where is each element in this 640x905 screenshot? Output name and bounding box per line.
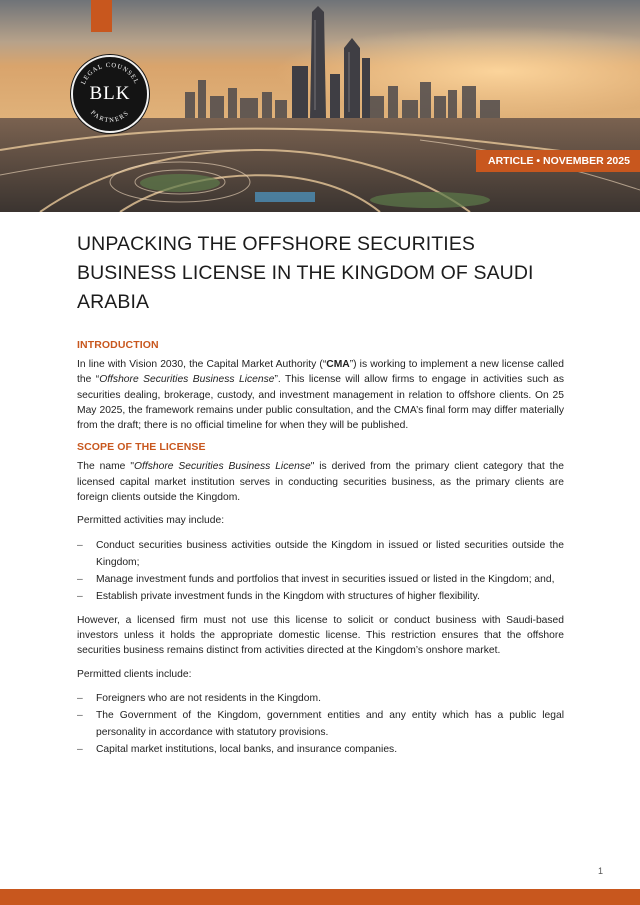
svg-text:LEGAL COUNSEL: LEGAL COUNSEL	[79, 61, 141, 86]
article-body	[77, 230, 564, 766]
scope-paragraph: The name "Offshore Securities Business License" is derived from the primary client category that the licensed capital market institution serves in conducting securities business, as the primary clients are foreign clients outside the Kingdom.	[77, 461, 564, 504]
bullet-dash: –	[77, 709, 83, 721]
bullet-dash: –	[77, 743, 83, 755]
activities-list	[77, 537, 564, 605]
page-title: UNPACKING THE OFFSHORE SECURITIES BUSINESS LICENSE IN THE KINGDOM OF SAUDI ARABIA	[77, 233, 534, 313]
hero-banner	[0, 0, 640, 212]
clients-list	[77, 690, 564, 758]
list-item: – Manage investment funds and portfolios that invest in securities issued or listed in the Kingdom; and,	[77, 571, 564, 588]
list-item: – Conduct securities business activities outside the Kingdom in issued or listed securities outside the Kingdom;	[77, 537, 564, 571]
bullet-dash: –	[77, 590, 83, 602]
section-heading-scope: SCOPE OF THE LICENSE	[77, 441, 206, 454]
introduction-paragraph: In line with Vision 2030, the Capital Market Authority (“CMA”) is working to implement a new license called the “Offshore Securities Business License”. This license will allow firms to engage in activities such as securities dealing, brokerage, custody, and investment management in relation to offshore clients. On 25 May 2025, the framework remains under public consultation, and the CMA’s final form may differ materially from the draft; there is no official timeline for when they will be published.	[77, 359, 564, 432]
list-item: – The Government of the Kingdom, government entities and any entity which has a public legal personality in accordance with statutory provisions.	[77, 707, 564, 741]
blk-logo	[71, 55, 149, 133]
bullet-dash: –	[77, 539, 83, 551]
bullet-dash: –	[77, 573, 83, 585]
activities-intro: Permitted activities may include:	[77, 515, 225, 527]
page-number: 1	[598, 866, 604, 876]
restriction-paragraph: However, a licensed firm must not use this license to solicit or conduct business with Saudi-based investors unless it holds the appropriate domestic license. This restriction ensures that the offshore securities business remains distinct from activities directed at the Kingdom’s onshore market.	[77, 614, 564, 657]
footer-bar	[0, 889, 640, 905]
list-item: – Foreigners who are not residents in the Kingdom.	[77, 690, 564, 707]
accent-tab	[91, 0, 112, 32]
list-item: – Capital market institutions, local banks, and insurance companies.	[77, 741, 564, 758]
article-date-badge: ARTICLE • NOVEMBER 2025	[476, 150, 640, 172]
section-heading-introduction: INTRODUCTION	[77, 339, 159, 351]
clients-intro: Permitted clients include:	[77, 668, 192, 680]
logo-mark: BLK	[89, 83, 131, 104]
bullet-dash: –	[77, 692, 83, 704]
svg-text:PARTNERS: PARTNERS	[89, 109, 131, 125]
list-item: – Establish private investment funds in the Kingdom with structures of higher flexibility.	[77, 588, 564, 605]
